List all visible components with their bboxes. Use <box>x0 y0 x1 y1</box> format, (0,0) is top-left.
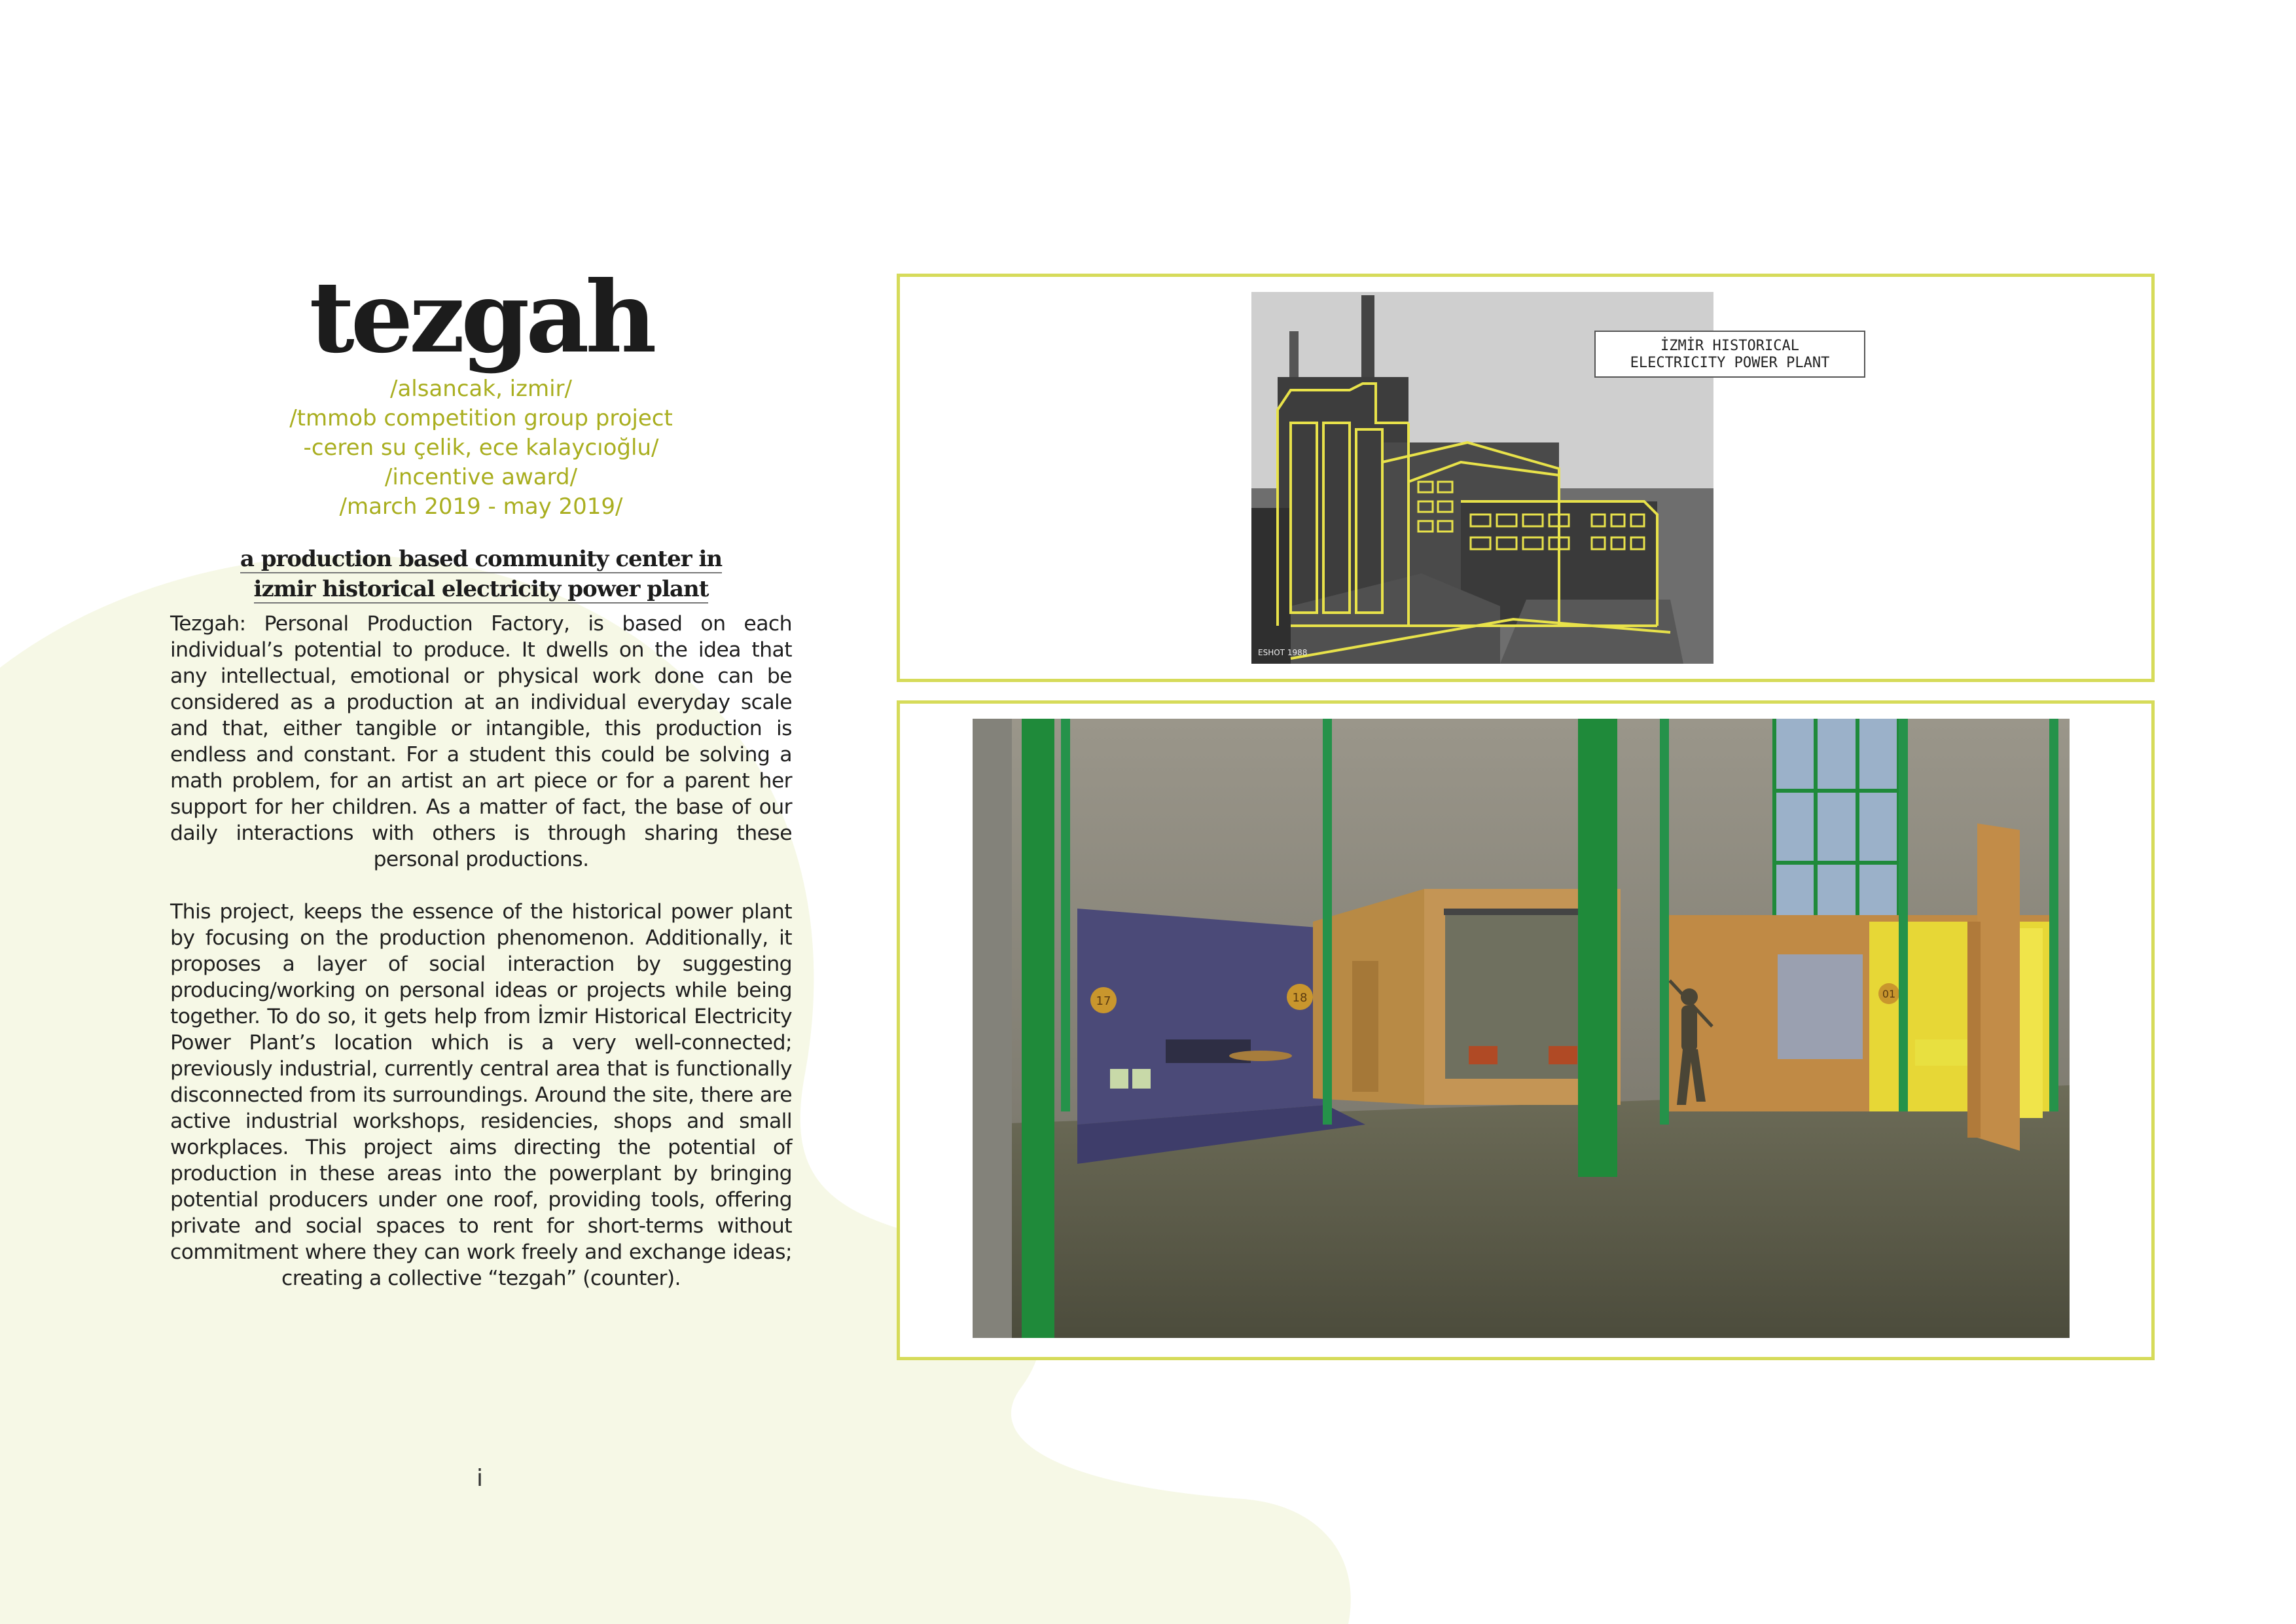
meta-award: /incentive award/ <box>384 464 578 490</box>
meta-location: /alsancak, izmir/ <box>390 376 572 402</box>
room-number-18: 18 <box>1292 991 1308 1005</box>
text-column <box>170 249 792 1291</box>
project-title: tezgah <box>309 260 653 375</box>
photo-label-line-1: İZMİR HISTORICAL <box>1660 338 1799 354</box>
meta-competition: /tmmob competition group project <box>289 405 673 431</box>
photo-corner-text: ESHOT 1988 <box>1258 648 1308 657</box>
photo-label-line-2: ELECTRICITY POWER PLANT <box>1630 355 1830 371</box>
meta-authors: -ceren su çelik, ece kalaycıoğlu/ <box>303 435 659 461</box>
project-meta <box>170 374 792 522</box>
body-paragraph-2: This project, keeps the essence of the historical power plant by focusing on the production phenomenon. Additionally, it proposes a layer of social interaction by suggesting producing/working on personal ideas or projects while being together. To do so, it gets help from İzmir Historical Electricity Power Plant’s location which is a very well-connected; previously industrial, currently central area that is functionally disconnected from its surroundings. Around the site, there are active industrial workshops, residencies, shops and small workplaces. This project aims directing the potential of production in these areas into the powerplant by bringing potential producers under one roof, providing tools, offering private and social spaces to rent for short-terms without commitment where they can work freely and exchange ideas; creating a collective “tezgah” (counter). <box>170 900 792 1290</box>
interior-render-image <box>973 719 2070 1338</box>
subtitle-line-1: a production based community center in <box>240 546 723 572</box>
room-number-01: 01 <box>1882 988 1896 1000</box>
room-number-17: 17 <box>1096 994 1111 1008</box>
project-subtitle <box>170 544 792 604</box>
page-number: i <box>476 1465 484 1492</box>
photo-label <box>1594 331 1865 378</box>
body-paragraph-1: Tezgah: Personal Production Factory, is based on each individual’s potential to produce. It dwells on the idea that any intellectual, emotional or physical work done can be considered as a production at an individual everyday scale and that, either tangible or intangible, this production is endless and constant. For a student this could be solving a math problem, for an artist an art piece or for a parent her support for her children. As a matter of fact, the base of our daily interactions with others is through sharing these personal productions. <box>170 612 792 871</box>
subtitle-line-2: izmir historical electricity power plant <box>253 576 709 602</box>
meta-dates: /march 2019 - may 2019/ <box>339 494 623 520</box>
